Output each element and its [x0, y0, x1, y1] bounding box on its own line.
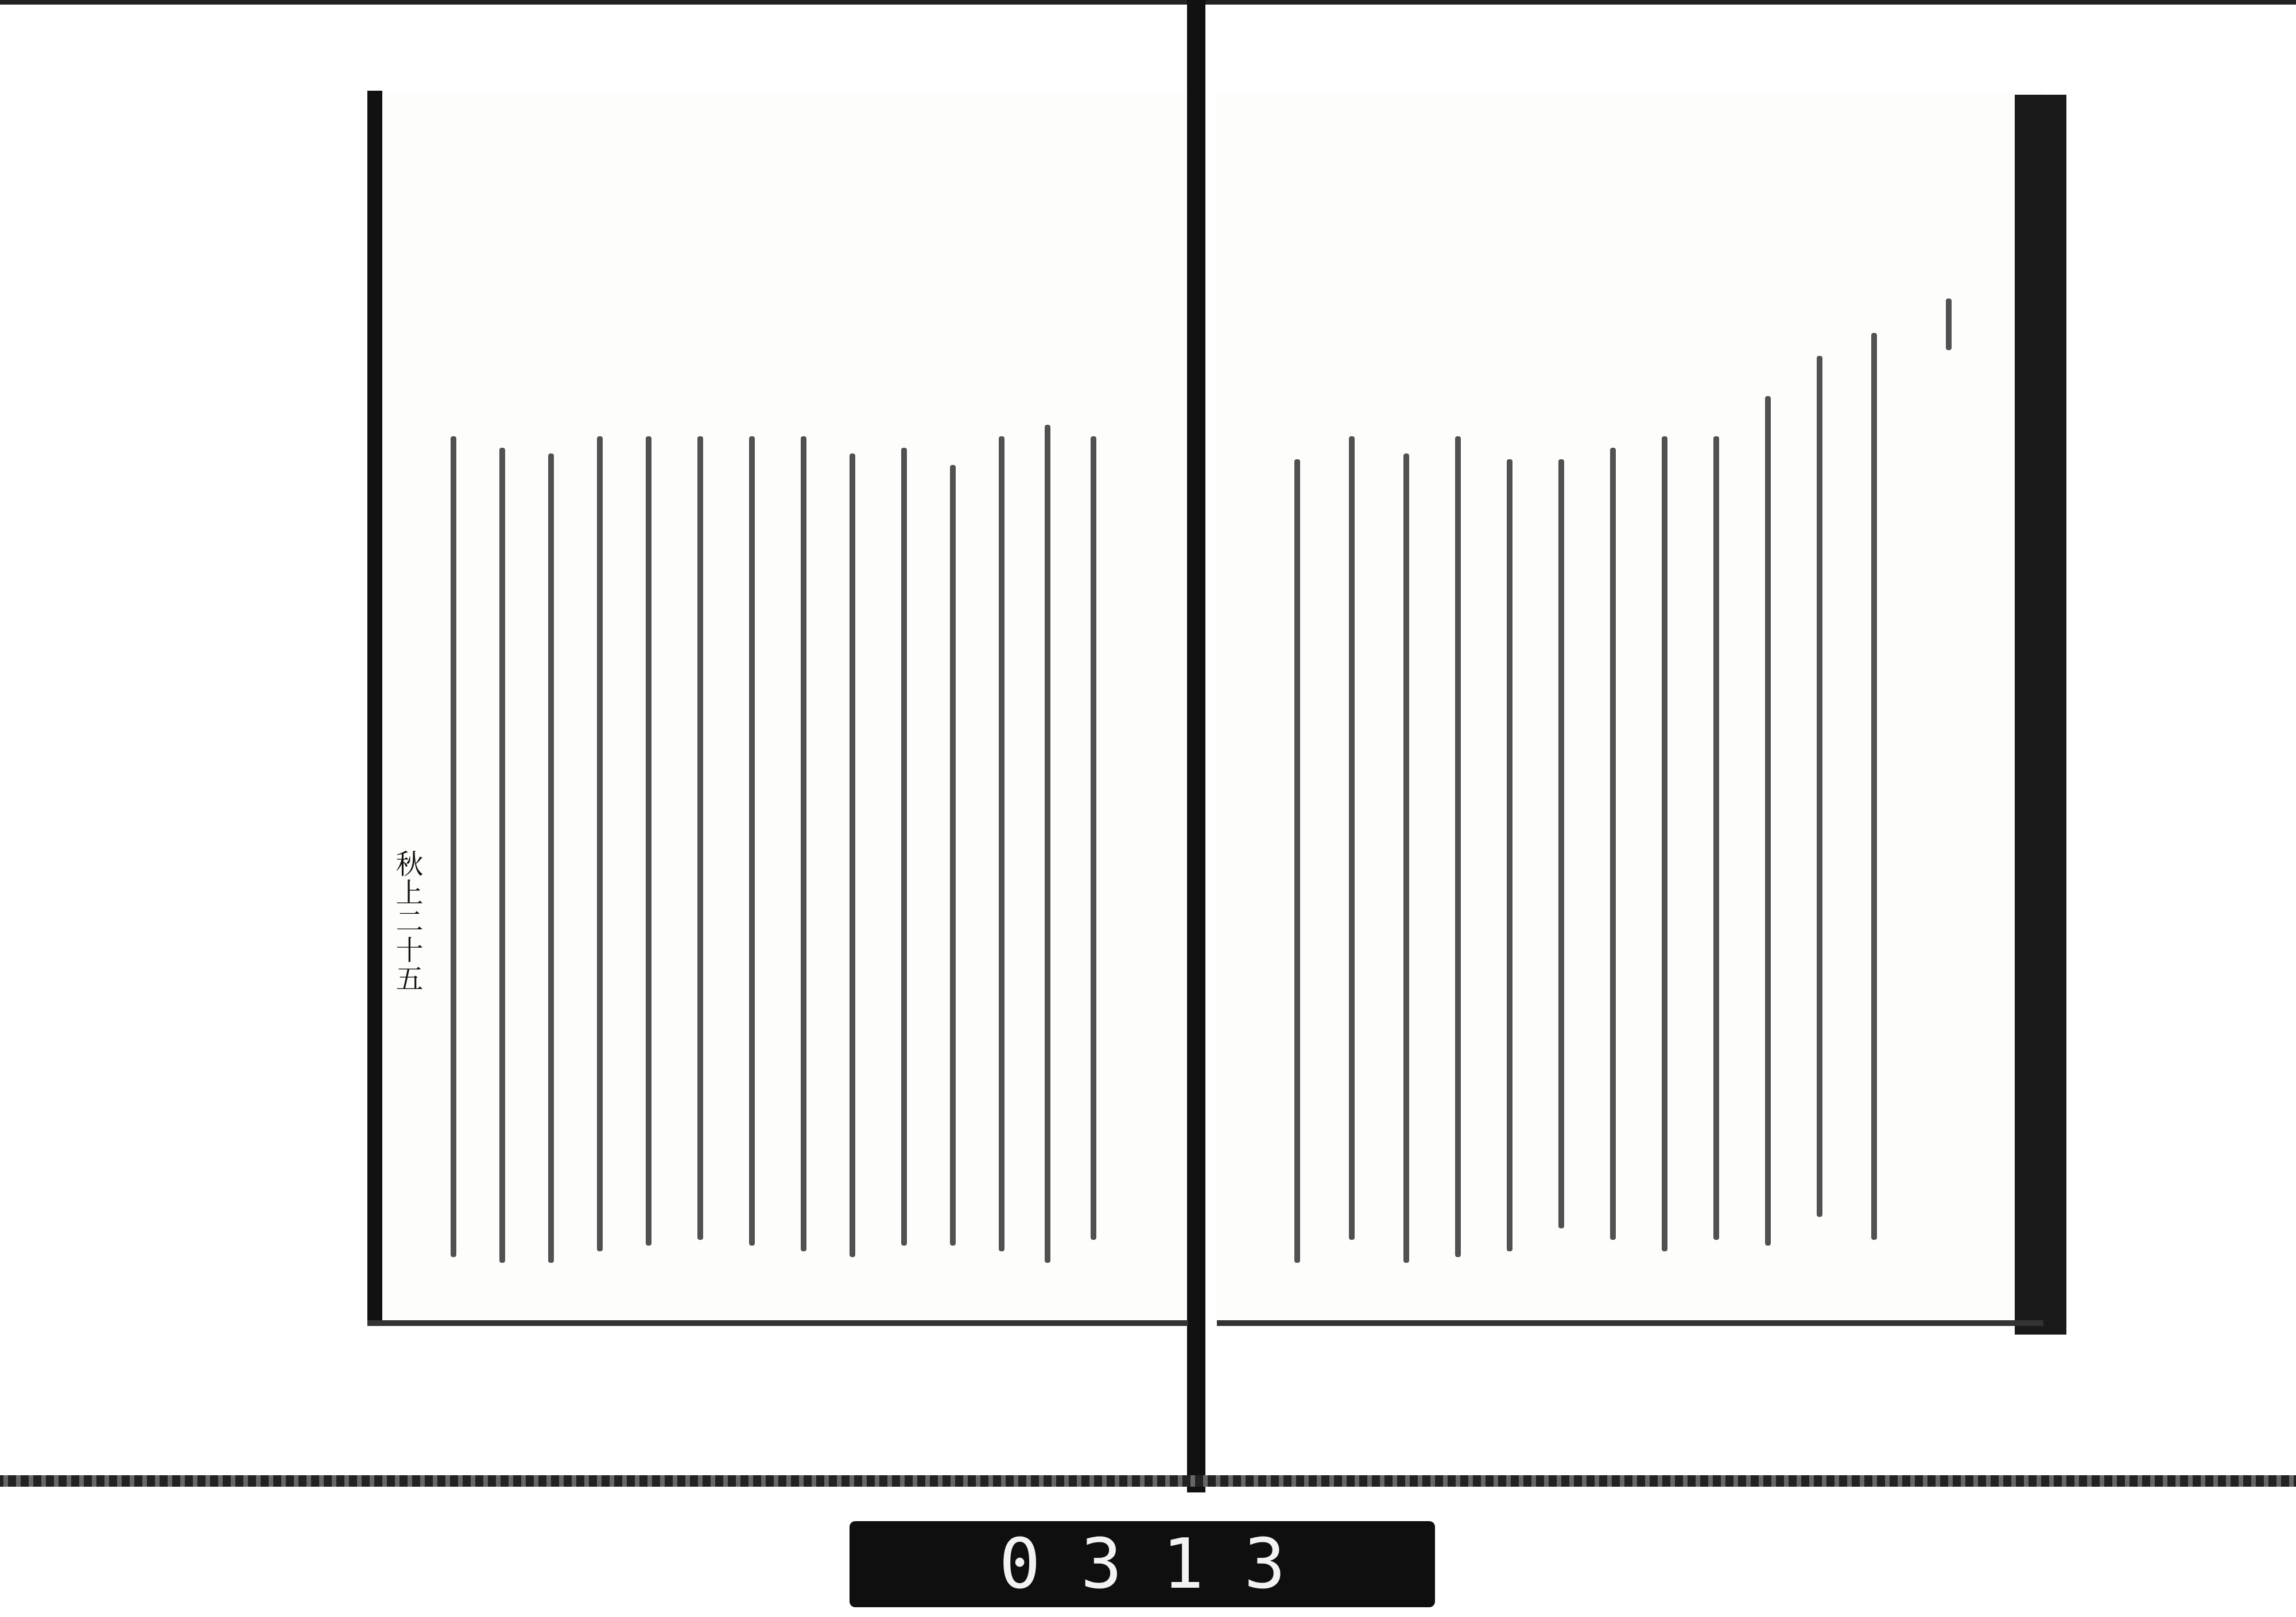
poem-column	[1403, 453, 1409, 1263]
left-page	[367, 91, 1188, 1325]
poem-column	[850, 453, 855, 1257]
poem-column	[1610, 448, 1616, 1240]
poem-column	[901, 448, 907, 1246]
poem-column	[1765, 396, 1771, 1246]
section-heading-mark	[1946, 298, 1952, 350]
poem-column	[999, 436, 1004, 1251]
scanner-bottom-edge	[0, 1475, 2296, 1487]
poem-column	[950, 465, 956, 1246]
scanner-top-edge	[0, 0, 2296, 5]
folio-label: 秋上二十五	[391, 850, 423, 993]
poem-column	[697, 436, 703, 1240]
poem-column	[1045, 425, 1050, 1263]
frame-number-text: 0313	[999, 1524, 1326, 1604]
poem-column	[801, 436, 806, 1251]
poem-column	[1507, 459, 1512, 1251]
poem-column	[499, 448, 505, 1263]
poem-column	[1349, 436, 1355, 1240]
poem-column	[1713, 436, 1719, 1240]
poem-column	[597, 436, 603, 1251]
right-page-bottom-edge	[1217, 1320, 2043, 1326]
poem-column	[1294, 459, 1300, 1263]
poem-column	[1091, 436, 1096, 1240]
poem-column	[1558, 459, 1564, 1228]
left-page-border	[367, 91, 382, 1325]
poem-column	[548, 453, 554, 1263]
right-page-edge-shadow	[2015, 95, 2066, 1335]
poem-column	[749, 436, 755, 1246]
poem-column	[1817, 356, 1822, 1217]
poem-column	[646, 436, 651, 1246]
right-page	[1217, 91, 2043, 1325]
poem-column	[1455, 436, 1461, 1257]
poem-column	[1662, 436, 1667, 1251]
poem-column	[451, 436, 456, 1257]
left-page-bottom-edge	[367, 1320, 1188, 1326]
book-gutter	[1187, 0, 1205, 1492]
poem-column	[1871, 333, 1877, 1240]
microfilm-frame-number	[850, 1521, 1435, 1607]
